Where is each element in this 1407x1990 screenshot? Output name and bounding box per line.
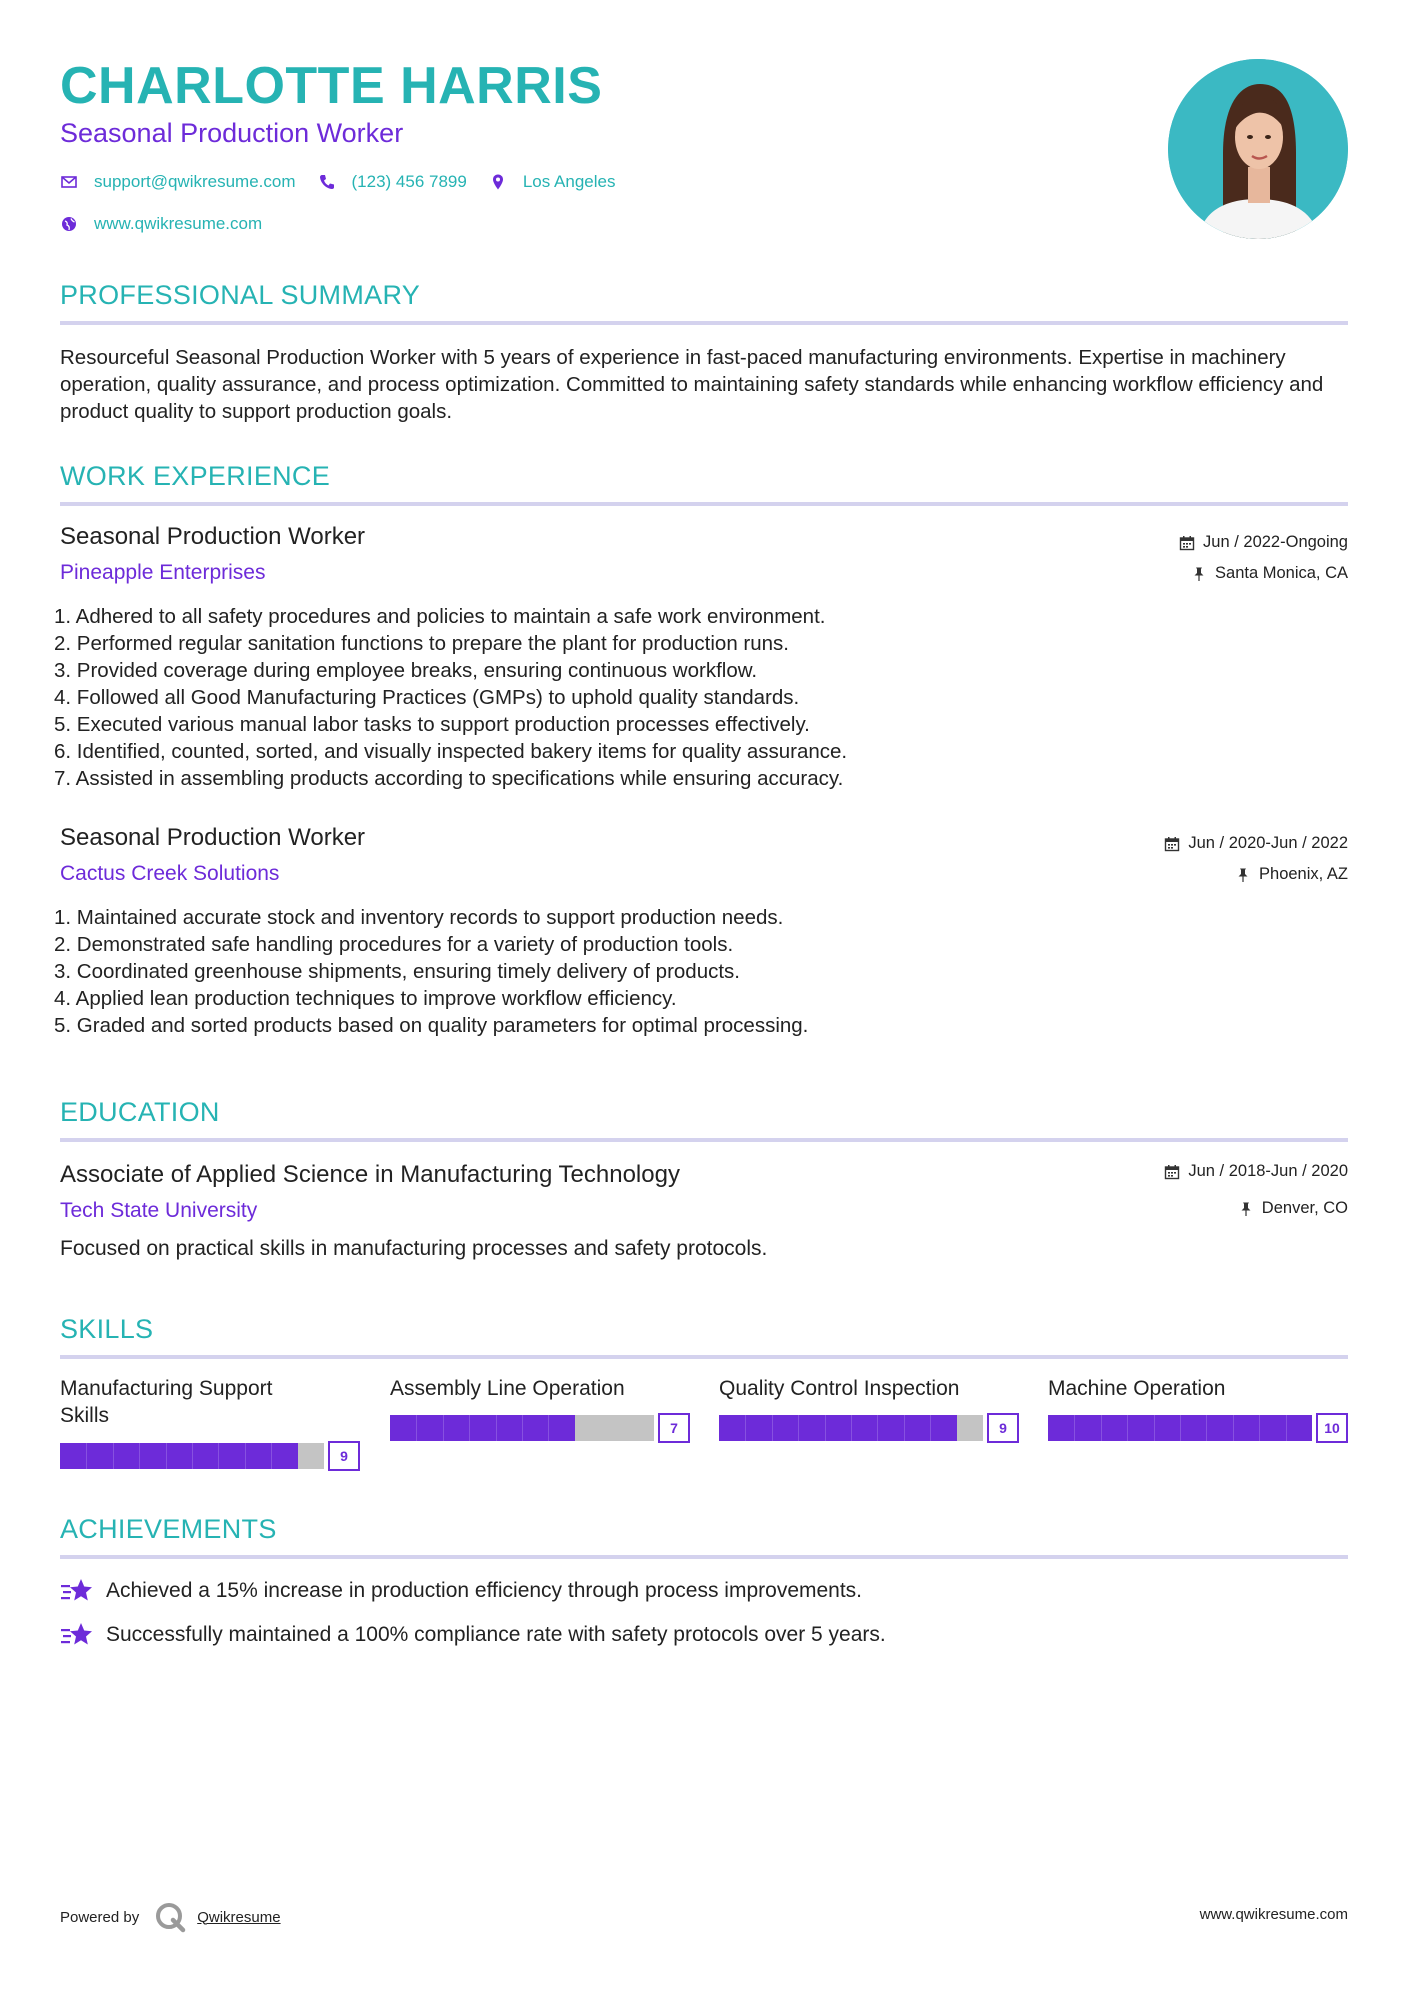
map-pin-icon xyxy=(489,173,507,191)
list-item: 7. Assisted in assembling products according to specifications while ensuring accuracy. xyxy=(54,767,844,790)
skill-bar-segment xyxy=(745,1415,746,1441)
list-item: 2. Performed regular sanitation functions to prepare the plant for production runs. xyxy=(54,632,790,655)
company-name: Pineapple Enterprises xyxy=(60,561,266,584)
location-text: Los Angeles xyxy=(522,172,616,191)
skill-bar-segment xyxy=(218,1443,219,1469)
job-location xyxy=(1235,865,1348,884)
skill-bar xyxy=(390,1413,690,1443)
skill-bar xyxy=(1048,1413,1348,1443)
skill-bar-segment xyxy=(798,1415,799,1441)
phone-number: (123) 456 7899 xyxy=(351,172,467,191)
skill-score: 7 xyxy=(658,1413,690,1443)
skill-bar-segment xyxy=(192,1443,193,1469)
skills-heading: SKILLS xyxy=(60,1314,154,1344)
achievement-text: Achieved a 15% increase in production efficiency through process improvements. xyxy=(106,1579,863,1602)
job-dates-text: Jun / 2020-Jun / 2022 xyxy=(1188,834,1348,852)
calendar-icon xyxy=(1164,1164,1180,1180)
skill-bar xyxy=(60,1441,360,1471)
email-link[interactable]: support@qwikresume.com xyxy=(94,172,296,191)
company-name: Cactus Creek Solutions xyxy=(60,862,280,885)
skill-bar-segment xyxy=(271,1443,272,1469)
calendar-icon xyxy=(1164,836,1180,852)
skill-bar-segment xyxy=(245,1443,246,1469)
skill-name: Assembly Line Operation xyxy=(390,1377,625,1400)
list-item: 3. Provided coverage during employee breaks, ensuring continuous workflow. xyxy=(54,659,758,682)
skill-bar xyxy=(719,1413,1019,1443)
qwikresume-link[interactable]: Qwikresume xyxy=(197,1908,281,1926)
skill-item xyxy=(60,1375,360,1475)
skill-bar-segment xyxy=(772,1415,773,1441)
list-item: 3. Coordinated greenhouse shipments, ensuring timely delivery of products. xyxy=(54,960,740,983)
summary-text: Resourceful Seasonal Production Worker with 5 years of experience in fast-paced manufacturing environments. Expertise in machinery operation, quality assurance, and process optimization. Committed to maintaining safety standards while enhancing workflow efficiency and product quality to support production goals. xyxy=(60,346,1324,423)
pushpin-icon xyxy=(1238,1201,1254,1217)
skill-bar-segment xyxy=(1127,1415,1128,1441)
shooting-star-icon xyxy=(60,1621,94,1649)
section-divider xyxy=(60,502,1348,506)
skill-name: Machine Operation xyxy=(1048,1377,1226,1400)
job-location-text: Phoenix, AZ xyxy=(1259,865,1348,883)
website-link[interactable]: www.qwikresume.com xyxy=(94,214,263,233)
skill-bar-segment xyxy=(1233,1415,1234,1441)
job-location-text: Santa Monica, CA xyxy=(1215,564,1348,582)
list-item: 5. Graded and sorted products based on quality parameters for optimal processing. xyxy=(54,1014,809,1037)
skill-bar-segment xyxy=(1206,1415,1207,1441)
skill-bar-segment xyxy=(548,1415,549,1441)
list-item: 1. Maintained accurate stock and inventory records to support production needs. xyxy=(54,906,784,929)
shooting-star-icon xyxy=(60,1577,94,1605)
achievement-item xyxy=(60,1621,886,1649)
education-dates xyxy=(1164,1162,1348,1181)
skill-bar-segment xyxy=(1074,1415,1075,1441)
education-dates-text: Jun / 2018-Jun / 2020 xyxy=(1188,1162,1348,1180)
education-location xyxy=(1238,1199,1348,1218)
skill-bar-segment xyxy=(416,1415,417,1441)
calendar-icon xyxy=(1179,535,1195,551)
skill-bar-segment xyxy=(1101,1415,1102,1441)
section-divider xyxy=(60,1555,1348,1559)
education-description: Focused on practical skills in manufacturing processes and safety protocols. xyxy=(60,1237,768,1260)
section-divider xyxy=(60,1355,1348,1359)
job-bullets xyxy=(54,603,847,792)
list-item: 1. Adhered to all safety procedures and policies to maintain a safe work environment. xyxy=(54,605,826,628)
candidate-title: Seasonal Production Worker xyxy=(60,118,404,148)
skill-item xyxy=(390,1375,690,1455)
skill-bar-segment xyxy=(1154,1415,1155,1441)
education-location-text: Denver, CO xyxy=(1261,1199,1348,1217)
skill-bar-segment xyxy=(522,1415,523,1441)
skill-score: 9 xyxy=(328,1441,360,1471)
job-dates-text: Jun / 2022-Ongoing xyxy=(1203,533,1348,551)
skill-bar-segment xyxy=(166,1443,167,1469)
pushpin-icon xyxy=(1191,566,1207,582)
achievement-item xyxy=(60,1577,862,1605)
list-item: 6. Identified, counted, sorted, and visually inspected bakery items for quality assurance. xyxy=(54,740,848,763)
skill-bar-fill xyxy=(60,1443,298,1469)
job-location xyxy=(1191,564,1348,583)
skill-bar-segment xyxy=(904,1415,905,1441)
achievement-text: Successfully maintained a 100% compliance rate with safety protocols over 5 years. xyxy=(106,1623,886,1646)
skill-name: Manufacturing Support Skills xyxy=(60,1377,273,1427)
globe-icon xyxy=(60,215,78,233)
footer-powered-by xyxy=(60,1900,281,1934)
list-item: 4. Applied lean production techniques to improve workflow efficiency. xyxy=(54,987,677,1010)
skill-bar-segment xyxy=(469,1415,470,1441)
pushpin-icon xyxy=(1235,867,1251,883)
achievements-heading: ACHIEVEMENTS xyxy=(60,1514,277,1544)
website-row xyxy=(60,214,284,234)
profile-photo xyxy=(1168,59,1348,239)
job-bullets xyxy=(54,904,808,1039)
skill-bar-segment xyxy=(825,1415,826,1441)
list-item: 4. Followed all Good Manufacturing Practices (GMPs) to uphold quality standards. xyxy=(54,686,800,709)
job-title: Seasonal Production Worker xyxy=(60,523,366,550)
footer-website-link[interactable]: www.qwikresume.com xyxy=(1199,1906,1348,1923)
section-divider xyxy=(60,321,1348,325)
skill-bar-segment xyxy=(1259,1415,1260,1441)
skill-bar-segment xyxy=(1286,1415,1287,1441)
skill-item xyxy=(719,1375,1019,1455)
skill-bar-segment xyxy=(139,1443,140,1469)
contact-row xyxy=(60,172,637,192)
phone-icon xyxy=(318,173,336,191)
qwikresume-logo-icon xyxy=(153,1900,187,1934)
list-item: 2. Demonstrated safe handling procedures for a variety of production tools. xyxy=(54,933,734,956)
skill-item xyxy=(1048,1375,1348,1455)
skill-bar-segment xyxy=(1180,1415,1181,1441)
skill-bar-segment xyxy=(443,1415,444,1441)
skill-bar-segment xyxy=(877,1415,878,1441)
skill-bar-fill xyxy=(719,1415,957,1441)
degree-title: Associate of Applied Science in Manufacturing Technology xyxy=(60,1161,680,1188)
skill-score: 10 xyxy=(1316,1413,1348,1443)
powered-by-label: Powered by xyxy=(60,1908,140,1926)
job-dates xyxy=(1164,834,1348,853)
education-heading: EDUCATION xyxy=(60,1097,220,1127)
skill-bar-segment xyxy=(86,1443,87,1469)
school-name: Tech State University xyxy=(60,1199,258,1222)
skill-score: 9 xyxy=(987,1413,1019,1443)
experience-heading: WORK EXPERIENCE xyxy=(60,461,331,491)
candidate-name: CHARLOTTE HARRIS xyxy=(60,57,603,115)
skill-bar-segment xyxy=(496,1415,497,1441)
skill-name: Quality Control Inspection xyxy=(719,1377,960,1400)
summary-heading: PROFESSIONAL SUMMARY xyxy=(60,280,421,310)
section-divider xyxy=(60,1138,1348,1142)
job-dates xyxy=(1179,533,1348,552)
skill-bar-segment xyxy=(113,1443,114,1469)
skill-bar-segment xyxy=(930,1415,931,1441)
envelope-icon xyxy=(60,173,78,191)
job-title: Seasonal Production Worker xyxy=(60,824,366,851)
skill-bar-segment xyxy=(851,1415,852,1441)
list-item: 5. Executed various manual labor tasks to support production processes effectively. xyxy=(54,713,810,736)
